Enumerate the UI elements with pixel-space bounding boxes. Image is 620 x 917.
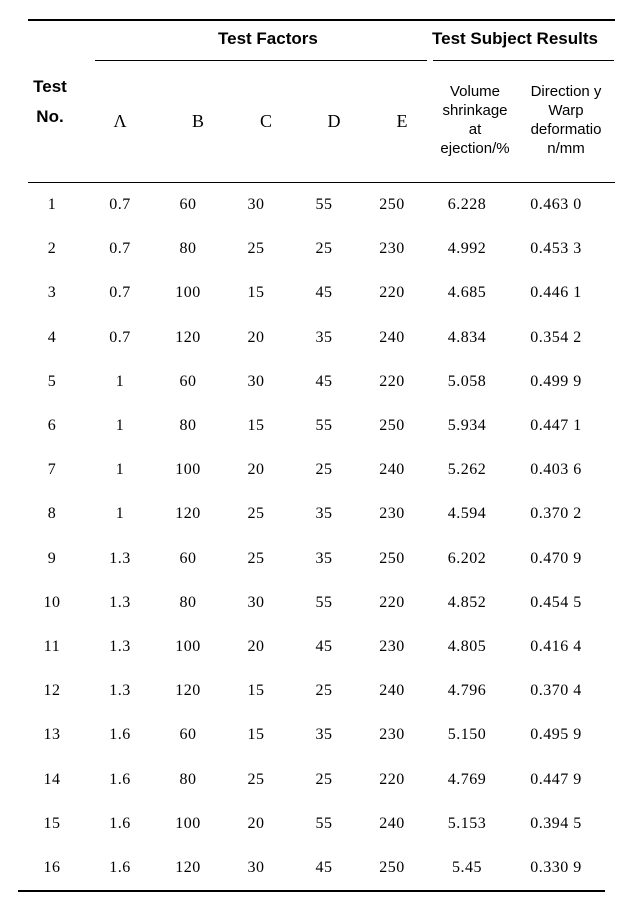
factor-e-cell: 230 (379, 638, 405, 655)
warp-deformation-cell: 0.470 9 (530, 549, 582, 567)
factor-e-cell: 240 (379, 328, 405, 346)
factor-c-cell: 15 (247, 726, 265, 744)
factor-d-cell: 25 (315, 461, 333, 479)
factor-b-cell: 100 (175, 814, 201, 832)
factor-e-cell: 230 (379, 505, 405, 523)
test-subject-results-header: Test Subject Results (432, 29, 598, 48)
factor-a-cell: 1.3 (109, 549, 131, 567)
volume-shrinkage-cell: 5.058 (447, 372, 487, 390)
factor-d-cell: 25 (315, 682, 333, 700)
factors-underline (95, 60, 427, 61)
factor-e-cell: 250 (379, 196, 405, 213)
warp-deformation-cell: 0.447 1 (530, 417, 582, 434)
factor-c-cell: 15 (247, 284, 265, 302)
factor-c-cell: 25 (247, 549, 265, 567)
warp-deformation-cell: 0.446 1 (530, 284, 582, 302)
factor-e-cell: 250 (379, 859, 405, 876)
factor-e-cell: 240 (379, 814, 405, 832)
factor-a-cell: 1.3 (109, 682, 131, 700)
volume-shrinkage-cell: 6.228 (447, 196, 487, 213)
factor-d-cell: 35 (315, 549, 333, 567)
volume-shrinkage-cell: 6.202 (447, 549, 487, 567)
factor-a-header: Λ (113, 111, 127, 131)
test-no-cell: 8 (47, 505, 57, 523)
factor-a-cell: 1.6 (109, 770, 131, 788)
factor-d-cell: 35 (315, 328, 333, 346)
factor-b-cell: 60 (179, 372, 197, 390)
volume-shrinkage-cell: 4.852 (447, 593, 487, 611)
factor-b-cell: 60 (179, 549, 197, 567)
warp-line4: n/mm (547, 140, 585, 157)
factor-e-cell: 220 (379, 770, 405, 788)
factor-d-header: D (327, 111, 341, 131)
factor-e-cell: 220 (379, 284, 405, 302)
volume-shrinkage-cell: 5.262 (447, 461, 487, 479)
volume-shrinkage-cell: 5.934 (447, 417, 487, 434)
warp-deformation-cell: 0.453 3 (530, 240, 582, 258)
test-no-cell: 11 (43, 638, 61, 655)
warp-deformation-cell: 0.370 2 (530, 505, 582, 523)
test-no-cell: 15 (43, 814, 61, 832)
warp-deformation-cell: 0.330 9 (530, 859, 582, 876)
factor-a-cell: 0.7 (109, 284, 131, 302)
factor-c-cell: 30 (247, 859, 265, 876)
factor-e-cell: 250 (379, 417, 405, 434)
volume-shrinkage-cell: 4.992 (447, 240, 487, 258)
test-no-line2: No. (36, 107, 64, 126)
factor-c-cell: 20 (247, 638, 265, 655)
warp-deformation-cell: 0.463 0 (530, 196, 582, 213)
bottom-rule (18, 890, 605, 892)
factor-a-cell: 1 (115, 461, 125, 479)
test-no-cell: 2 (47, 240, 57, 258)
factor-a-cell: 1 (115, 417, 125, 434)
volume-shrinkage-line2: shrinkage (442, 102, 508, 119)
warp-deformation-cell: 0.370 4 (530, 682, 582, 700)
volume-shrinkage-cell: 5.153 (447, 814, 487, 832)
test-no-line1: Test (33, 77, 67, 96)
factor-d-cell: 25 (315, 240, 333, 258)
volume-shrinkage-line4: ejection/% (440, 140, 510, 157)
volume-shrinkage-cell: 4.594 (447, 505, 487, 523)
factor-a-cell: 1.3 (109, 593, 131, 611)
volume-shrinkage-line1: Volume (449, 83, 501, 100)
factor-d-cell: 55 (315, 417, 333, 434)
test-no-cell: 3 (47, 284, 57, 302)
test-no-cell: 4 (47, 328, 57, 346)
factor-b-cell: 120 (175, 682, 201, 700)
warp-deformation-cell: 0.495 9 (530, 726, 582, 744)
volume-shrinkage-cell: 4.796 (447, 682, 487, 700)
factor-d-cell: 45 (315, 638, 333, 655)
test-no-cell: 16 (43, 859, 61, 876)
factor-b-cell: 80 (179, 417, 197, 434)
warp-deformation-header (520, 82, 612, 158)
volume-shrinkage-cell: 5.150 (447, 726, 487, 744)
volume-shrinkage-cell: 4.805 (447, 638, 487, 655)
factor-b-cell: 100 (175, 284, 201, 302)
factor-a-cell: 0.7 (109, 328, 131, 346)
factor-e-cell: 250 (379, 549, 405, 567)
warp-deformation-cell: 0.416 4 (530, 638, 582, 655)
factor-b-cell: 80 (179, 240, 197, 258)
factor-b-cell: 100 (175, 638, 201, 655)
factor-d-cell: 35 (315, 505, 333, 523)
factor-b-cell: 100 (175, 461, 201, 479)
factor-b-cell: 60 (179, 726, 197, 744)
factor-b-cell: 120 (175, 859, 201, 876)
factor-b-cell: 80 (179, 593, 197, 611)
test-no-cell: 12 (43, 682, 61, 700)
factor-b-cell: 60 (179, 196, 197, 213)
factor-d-cell: 45 (315, 372, 333, 390)
factor-a-cell: 1 (115, 372, 125, 390)
factor-b-cell: 120 (175, 505, 201, 523)
factor-c-cell: 30 (247, 372, 265, 390)
warp-deformation-cell: 0.354 2 (530, 328, 582, 346)
test-no-cell: 9 (47, 549, 57, 567)
factor-a-cell: 1.6 (109, 814, 131, 832)
warp-deformation-cell: 0.447 9 (530, 770, 582, 788)
header-bottom-rule (28, 182, 615, 183)
volume-shrinkage-cell: 4.834 (447, 328, 487, 346)
warp-line3: deformatio (530, 121, 602, 138)
factor-b-cell: 120 (175, 328, 201, 346)
test-no-cell: 13 (43, 726, 61, 744)
factor-c-cell: 20 (247, 461, 265, 479)
volume-shrinkage-header (432, 82, 518, 158)
results-underline (433, 60, 614, 61)
factor-e-cell: 240 (379, 461, 405, 479)
factor-c-cell: 25 (247, 505, 265, 523)
factor-d-cell: 25 (315, 770, 333, 788)
factor-b-header: B (191, 111, 204, 131)
test-no-cell: 10 (43, 593, 61, 611)
factor-a-cell: 1.3 (109, 638, 131, 655)
test-no-cell: 7 (47, 461, 57, 479)
top-rule (28, 19, 615, 21)
test-no-header (22, 72, 78, 132)
factor-a-cell: 0.7 (109, 240, 131, 258)
warp-deformation-cell: 0.403 6 (530, 461, 582, 479)
factor-e-cell: 230 (379, 726, 405, 744)
factor-a-cell: 1 (115, 505, 125, 523)
volume-shrinkage-cell: 4.769 (447, 770, 487, 788)
volume-shrinkage-cell: 4.685 (447, 284, 487, 302)
factor-c-cell: 15 (247, 417, 265, 434)
warp-line1: Direction y (530, 83, 602, 100)
volume-shrinkage-cell: 5.45 (452, 859, 482, 876)
warp-deformation-cell: 0.454 5 (530, 593, 582, 611)
warp-deformation-cell: 0.499 9 (530, 372, 582, 390)
factor-c-cell: 30 (247, 196, 265, 213)
factor-c-cell: 25 (247, 240, 265, 258)
factor-d-cell: 35 (315, 726, 333, 744)
factor-d-cell: 45 (315, 859, 333, 876)
factor-e-cell: 220 (379, 593, 405, 611)
test-no-cell: 14 (43, 770, 61, 788)
test-no-cell: 1 (47, 196, 57, 213)
warp-line2: Warp (548, 102, 584, 119)
factor-a-cell: 1.6 (109, 859, 131, 876)
volume-shrinkage-line3: at (468, 121, 482, 138)
factor-b-cell: 80 (179, 770, 197, 788)
factor-a-cell: 1.6 (109, 726, 131, 744)
factor-c-cell: 30 (247, 593, 265, 611)
factor-d-cell: 55 (315, 196, 333, 213)
factor-c-header: C (259, 111, 272, 131)
factor-c-cell: 20 (247, 814, 265, 832)
factor-e-cell: 230 (379, 240, 405, 258)
factor-d-cell: 55 (315, 593, 333, 611)
factor-c-cell: 20 (247, 328, 265, 346)
factor-d-cell: 45 (315, 284, 333, 302)
factor-c-cell: 25 (247, 770, 265, 788)
factor-e-header: E (396, 111, 408, 131)
factor-e-cell: 220 (379, 372, 405, 390)
test-no-cell: 5 (47, 372, 57, 390)
test-no-cell: 6 (47, 417, 57, 434)
factor-c-cell: 15 (247, 682, 265, 700)
factor-a-cell: 0.7 (109, 196, 131, 213)
factor-e-cell: 240 (379, 682, 405, 700)
warp-deformation-cell: 0.394 5 (530, 814, 582, 832)
test-factors-header: Test Factors (218, 29, 318, 48)
factor-d-cell: 55 (315, 814, 333, 832)
